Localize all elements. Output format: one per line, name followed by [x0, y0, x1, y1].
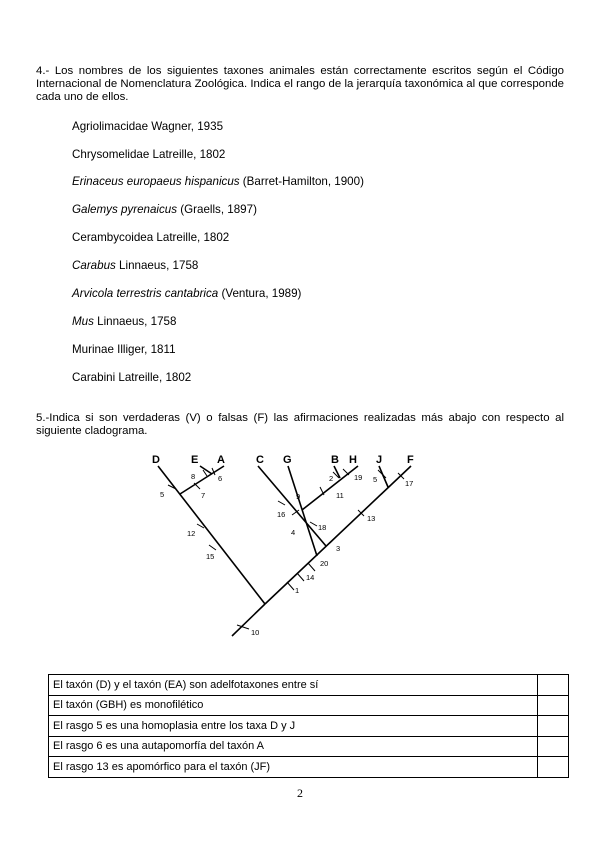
- taxon-item: Erinaceus europaeus hispanicus (Barret-Hamilton, 1900): [72, 175, 364, 188]
- question-5-text: 5.-Indica si son verdaderas (V) o falsas (F) las afirmaciones realizadas más abajo con respecto al siguiente cladograma.: [36, 412, 564, 437]
- tick-18: [310, 522, 317, 526]
- trait-label-7: 7: [201, 491, 206, 500]
- answer-cell[interactable]: [538, 757, 569, 778]
- taxon-label-e: E: [191, 454, 199, 466]
- taxon-label-c: C: [256, 454, 264, 466]
- trait-label-15: 15: [206, 552, 215, 561]
- branch-j: [379, 466, 388, 487]
- table-row: [49, 736, 569, 757]
- answer-cell[interactable]: [538, 736, 569, 757]
- true-false-table: [48, 674, 569, 778]
- taxon-item: Arvicola terrestris cantabrica (Ventura, 1989): [72, 287, 302, 300]
- branch-bh: [302, 466, 358, 510]
- branch-left-clade: [158, 466, 265, 604]
- table-row: [49, 675, 569, 696]
- trait-label-9: 9: [296, 492, 301, 501]
- answer-cell[interactable]: [538, 675, 569, 696]
- trait-label-2: 2: [329, 474, 334, 483]
- page-number: 2: [297, 786, 303, 800]
- branch-e: [200, 466, 212, 474]
- trait-label-14: 14: [306, 573, 315, 582]
- trait-label-8: 8: [191, 472, 196, 481]
- tick-20: [308, 563, 315, 571]
- table-row: [49, 716, 569, 737]
- taxon-item: Agriolimacidae Wagner, 1935: [72, 120, 224, 133]
- answer-cell[interactable]: [538, 716, 569, 737]
- statement-text: El taxón (GBH) es monofilético: [49, 695, 538, 716]
- statement-text: El rasgo 5 es una homoplasia entre los taxa D y J: [49, 716, 538, 737]
- trait-label-18: 18: [318, 523, 327, 532]
- trait-label-16: 16: [277, 510, 286, 519]
- tick-14: [297, 573, 304, 581]
- taxon-label-a: A: [217, 454, 225, 466]
- branch-root: [232, 604, 265, 636]
- trait-label-1: 1: [295, 586, 300, 595]
- trait-label-11: 11: [336, 491, 344, 500]
- taxon-item: Cerambycoidea Latreille, 1802: [72, 231, 230, 244]
- branch-right-clade: [265, 466, 414, 604]
- trait-label-5b: 5: [373, 475, 378, 484]
- taxon-item: Carabus Linnaeus, 1758: [72, 259, 199, 272]
- trait-label-5: 5: [160, 490, 165, 499]
- taxon-label-g: G: [283, 454, 292, 466]
- taxon-label-f: F: [407, 454, 414, 466]
- trait-label-17: 17: [405, 479, 414, 488]
- cladogram-trait-numbers: [160, 472, 413, 637]
- trait-label-20: 20: [320, 559, 329, 568]
- taxon-item: Galemys pyrenaicus (Graells, 1897): [72, 203, 257, 216]
- taxon-item: Mus Linnaeus, 1758: [72, 315, 177, 328]
- trait-label-12: 12: [187, 529, 196, 538]
- cladogram-taxon-labels: [152, 454, 414, 466]
- taxon-item: Murinae Illiger, 1811: [72, 343, 176, 356]
- tick-1: [287, 582, 294, 590]
- statement-text: El rasgo 13 es apomórfico para el taxón (JF): [49, 757, 538, 778]
- taxon-label-j: J: [376, 454, 383, 466]
- tick-3: [330, 537, 336, 543]
- trait-label-4: 4: [291, 528, 296, 537]
- tick-9: [278, 501, 285, 505]
- table-row: [49, 757, 569, 778]
- statement-text: El rasgo 6 es una autapomorfía del taxón A: [49, 736, 538, 757]
- cladogram: [0, 448, 600, 648]
- trait-label-6: 6: [218, 474, 223, 483]
- branch-g-clade: [288, 466, 317, 556]
- trait-label-19: 19: [354, 473, 363, 482]
- tick-19: [343, 469, 349, 475]
- question-4-text: 4.- Los nombres de los siguientes taxones animales están correctamente escritos según el Código Internacional de Nomenclatura Zoológica. Indica el rango de la jerarquía taxonómica al que corresponde cada uno de ellos.: [36, 65, 564, 103]
- table-row: [49, 695, 569, 716]
- cladogram-branches: [158, 466, 414, 636]
- tick-15: [209, 545, 216, 550]
- trait-label-13: 13: [367, 514, 376, 523]
- taxon-item: Chrysomelidae Latreille, 1802: [72, 148, 226, 161]
- taxon-label-d: D: [152, 454, 160, 466]
- taxon-item: Carabini Latreille, 1802: [72, 371, 192, 384]
- trait-label-3: 3: [336, 544, 341, 553]
- statement-text: El taxón (D) y el taxón (EA) son adelfotaxones entre sí: [49, 675, 538, 696]
- taxon-label-h: H: [349, 454, 357, 466]
- answer-cell[interactable]: [538, 695, 569, 716]
- taxon-label-b: B: [331, 454, 339, 466]
- trait-label-10: 10: [251, 628, 260, 637]
